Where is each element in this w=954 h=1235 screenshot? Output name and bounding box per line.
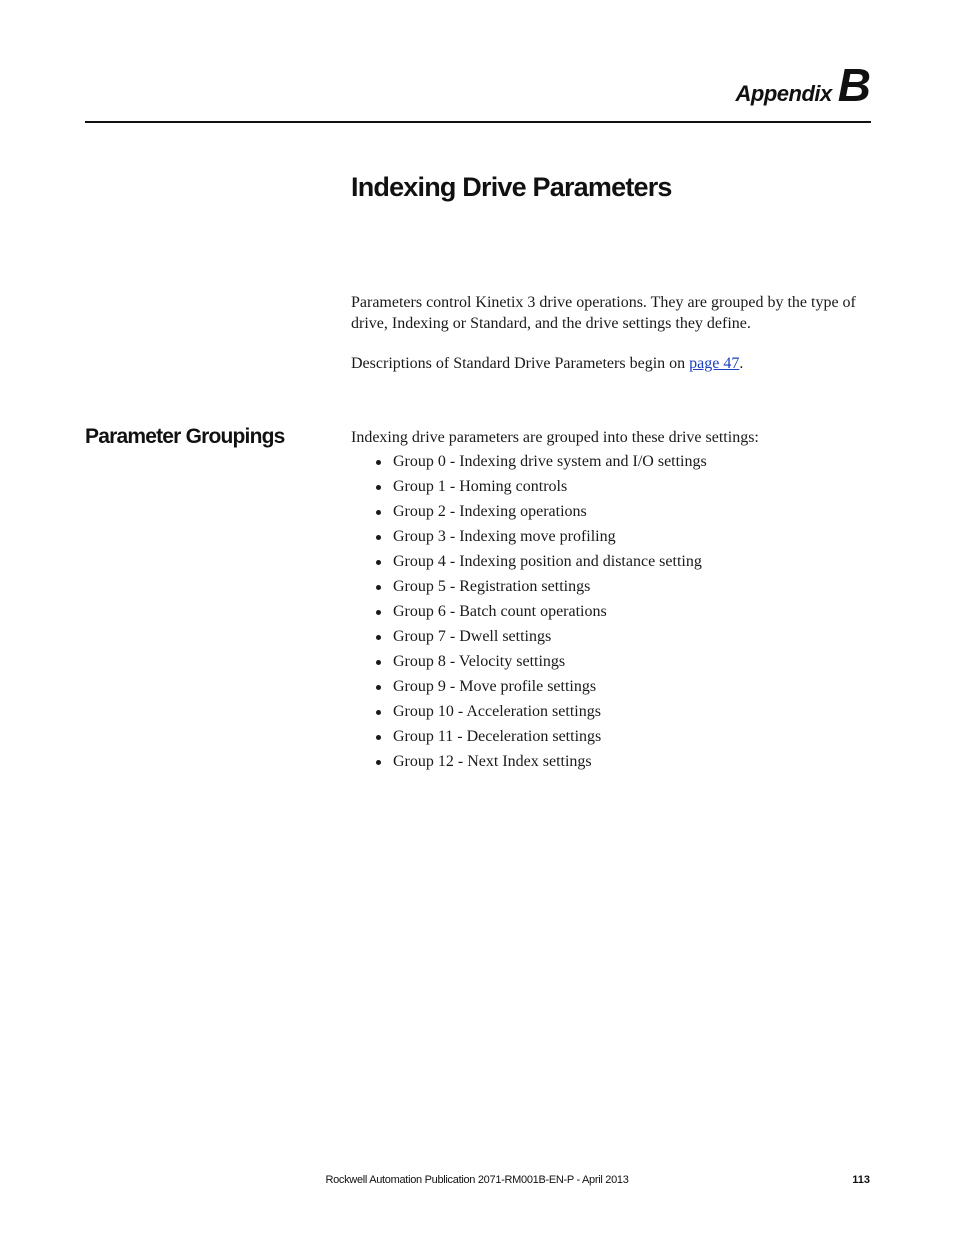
page-number: 113 bbox=[852, 1174, 870, 1186]
list-item: Group 2 - Indexing operations bbox=[351, 501, 863, 526]
groupings-intro: Indexing drive parameters are grouped into these drive settings: bbox=[351, 429, 759, 446]
list-item: Group 6 - Batch count operations bbox=[351, 601, 863, 626]
intro-paragraph: Parameters control Kinetix 3 drive operations. They are grouped by the type of drive, Indexing or Standard, and the drive settings they define. bbox=[351, 294, 856, 332]
header-divider bbox=[85, 121, 871, 123]
list-item: Group 7 - Dwell settings bbox=[351, 626, 863, 651]
section-heading-parameter-groupings: Parameter Groupings bbox=[85, 425, 285, 448]
intro-section bbox=[351, 292, 863, 393]
reference-text: Descriptions of Standard Drive Parameters begin on bbox=[351, 355, 690, 372]
list-item: Group 5 - Registration settings bbox=[351, 576, 863, 601]
list-item: Group 3 - Indexing move profiling bbox=[351, 526, 863, 551]
appendix-letter: B bbox=[837, 59, 870, 111]
page-title: Indexing Drive Parameters bbox=[351, 172, 672, 202]
reference-suffix: . bbox=[739, 355, 744, 372]
appendix-header bbox=[736, 58, 870, 112]
list-item: Group 11 - Deceleration settings bbox=[351, 726, 863, 751]
group-list bbox=[351, 451, 863, 776]
footer-publication: Rockwell Automation Publication 2071-RM001B-EN-P - April 2013 bbox=[325, 1174, 629, 1186]
parameter-groupings-section bbox=[351, 427, 863, 776]
intro-reference-paragraph bbox=[351, 353, 863, 374]
list-item: Group 4 - Indexing position and distance setting bbox=[351, 551, 863, 576]
page-47-link[interactable]: page 47 bbox=[689, 355, 740, 372]
list-item: Group 10 - Acceleration settings bbox=[351, 701, 863, 726]
list-item: Group 1 - Homing controls bbox=[351, 476, 863, 501]
appendix-label: Appendix bbox=[735, 81, 832, 106]
list-item: Group 12 - Next Index settings bbox=[351, 751, 863, 776]
list-item: Group 9 - Move profile settings bbox=[351, 676, 863, 701]
list-item: Group 0 - Indexing drive system and I/O settings bbox=[351, 451, 863, 476]
list-item: Group 8 - Velocity settings bbox=[351, 651, 863, 676]
